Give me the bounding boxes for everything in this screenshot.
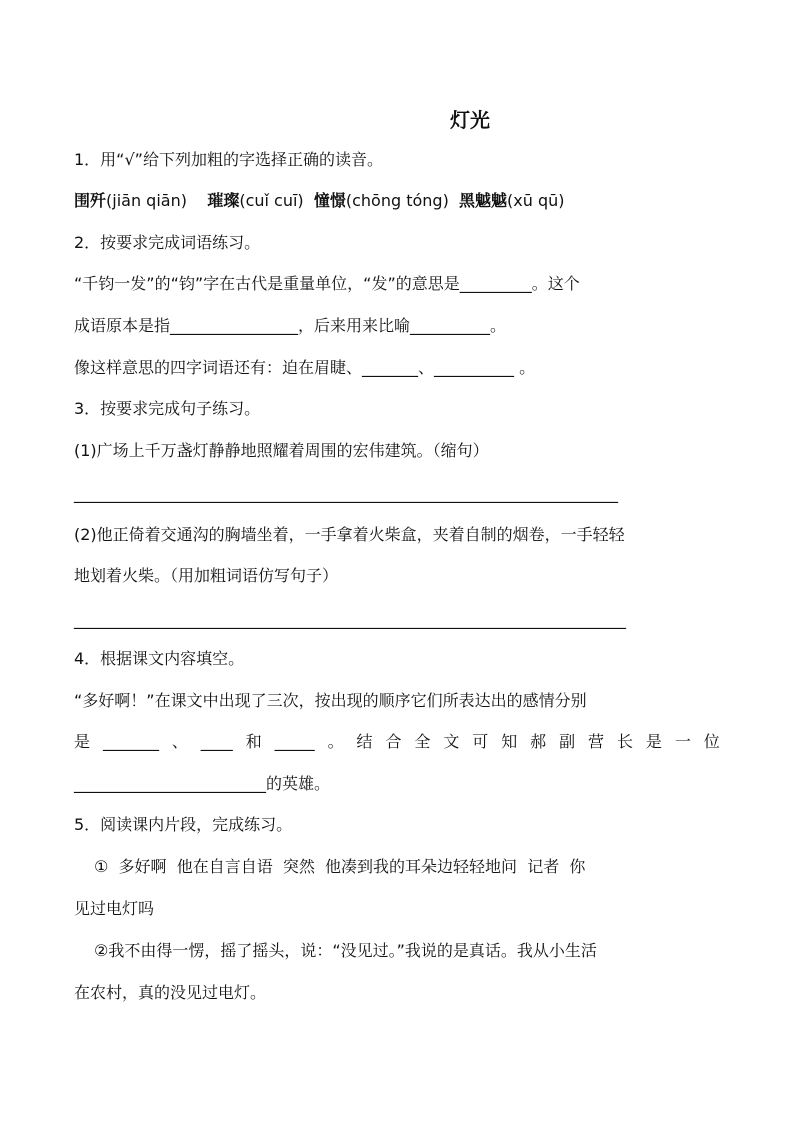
word-pinyin: (chōng tóng) xyxy=(345,191,449,210)
q2-line3: 像这样意思的四字词语还有：迫在眉睫、_______、__________ 。 xyxy=(74,358,536,377)
q4-para3: ________________________的英雄。 xyxy=(74,774,331,793)
q5-para2-line2: 在农村，真的没见过电灯。 xyxy=(74,983,267,1002)
q4-token: 。 xyxy=(327,732,344,751)
q1-words xyxy=(74,190,564,212)
q5-para2-line1: ②我不由得一愣，摇了摇头，说：“没见过。”我说的是真话。我从小生活 xyxy=(94,941,597,960)
page-title: 灯光 xyxy=(450,108,490,132)
q4-blank: _____ xyxy=(274,732,315,751)
q1-heading: 1．用“√”给下列加粗的字选择正确的读音。 xyxy=(74,150,383,169)
q4-token: 知 xyxy=(501,732,518,751)
q2-line1: “千钧一发”的“钧”字在古代是重量单位，“发”的意思是_________。这个 xyxy=(74,274,580,293)
word-pinyin: (xū qū) xyxy=(507,191,565,210)
q2-line2: 成语原本是指________________，后来用来比喻__________。 xyxy=(74,316,507,335)
q4-token: 营 xyxy=(588,732,605,751)
q4-para1: “多好啊！”在课文中出现了三次，按出现的顺序它们所表达出的感情分别 xyxy=(74,691,587,710)
q3-answer-line1: ____________________________________________________________________ xyxy=(74,484,618,503)
q4-heading: 4．根据课文内容填空。 xyxy=(74,649,245,668)
word-pinyin: (jiān qiān) xyxy=(106,191,187,210)
q4-token: 是 xyxy=(645,732,662,751)
word-pinyin: (cuǐ cuī) xyxy=(239,191,304,210)
q4-token: 、 xyxy=(171,732,188,751)
q4-token: 是 xyxy=(74,732,91,751)
q3-heading: 3．按要求完成句子练习。 xyxy=(74,399,261,418)
q4-para2 xyxy=(74,731,720,753)
q3-sentence2-a: (2)他正倚着交通沟的胸墙坐着，一手拿着火柴盒，夹着自制的烟卷，一手轻轻 xyxy=(74,525,625,544)
q3-answer-line2: _____________________________________________________________________ xyxy=(74,610,626,629)
word-bold: 憧憬 xyxy=(313,191,346,210)
q4-token: 一 xyxy=(674,732,691,751)
q5-para1-line1: ① 多好啊 他在自言自语 突然 他凑到我的耳朵边轻轻地问 记者 你 xyxy=(94,857,586,876)
q3-sentence1: (1)广场上千万盏灯静静地照耀着周围的宏伟建筑。（缩句） xyxy=(74,441,489,460)
q5-para1-line2: 见过电灯吗 xyxy=(74,899,155,918)
q4-token: 可 xyxy=(472,732,489,751)
word-bold: 璀璨 xyxy=(207,191,240,210)
q4-token: 和 xyxy=(245,732,262,751)
q4-token: 合 xyxy=(385,732,402,751)
q4-token: 长 xyxy=(616,732,633,751)
q4-token: 文 xyxy=(443,732,460,751)
q4-token: 副 xyxy=(559,732,576,751)
q4-token: 郝 xyxy=(530,732,547,751)
word-bold: 黑魆魆 xyxy=(458,191,507,210)
q4-token: 位 xyxy=(703,732,720,751)
q5-heading: 5．阅读课内片段，完成练习。 xyxy=(74,815,293,834)
q4-token: 全 xyxy=(414,732,431,751)
q4-blank: ____ xyxy=(200,732,233,751)
q4-token: 结 xyxy=(356,732,373,751)
q3-sentence2-b: 地划着火柴。（用加粗词语仿写句子） xyxy=(74,566,339,585)
q2-heading: 2．按要求完成词语练习。 xyxy=(74,233,261,252)
word-bold: 围歼 xyxy=(74,191,107,210)
q4-blank: _______ xyxy=(102,732,159,751)
